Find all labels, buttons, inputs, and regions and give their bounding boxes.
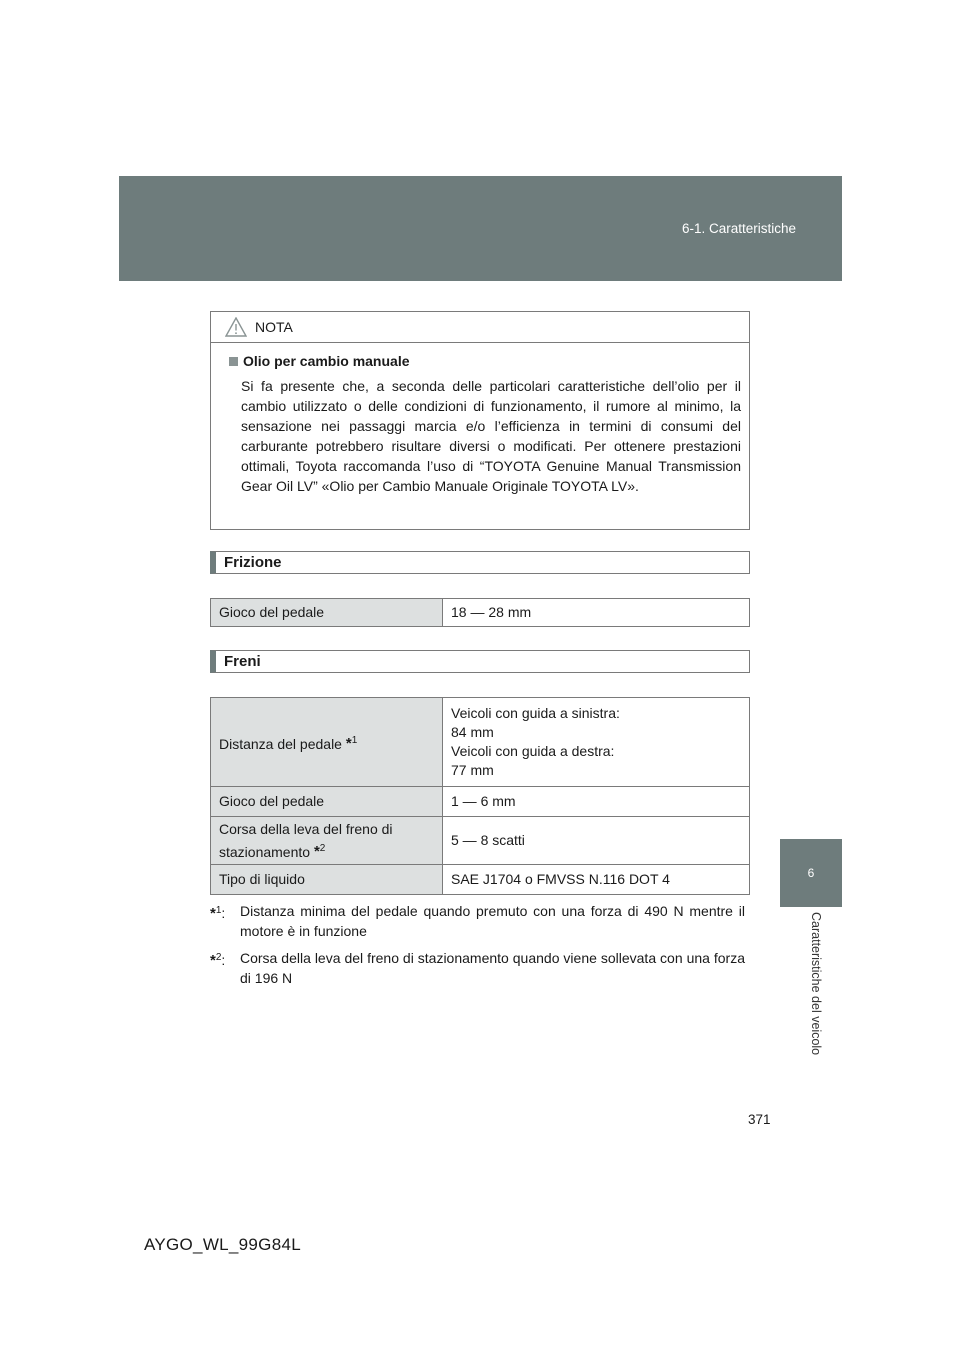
section-title-frizione: Frizione xyxy=(210,551,750,574)
table-cell-label: Gioco del pedale xyxy=(211,599,443,627)
footnote-mark xyxy=(210,901,225,924)
nota-title xyxy=(229,353,741,369)
table-cell-label xyxy=(211,817,443,865)
table-cell-value: 18 — 28 mm xyxy=(443,599,750,627)
warning-icon xyxy=(225,317,247,337)
nota-label: NOTA xyxy=(255,319,293,335)
table-cell-label xyxy=(211,698,443,787)
table-cell-label: Gioco del pedale xyxy=(211,787,443,817)
footnote-text: Distanza minima del pedale quando premuto con una forza di 490 N mentre il motore è in funzione xyxy=(240,903,745,939)
footnote xyxy=(210,948,745,988)
nota-box xyxy=(210,311,750,530)
chapter-number: 6 xyxy=(807,866,815,880)
frizione-table xyxy=(210,598,750,627)
chapter-title: Caratteristiche del veicolo xyxy=(809,912,823,1056)
freni-table xyxy=(210,697,750,895)
corsa-label-line: Corsa della leva del freno di xyxy=(219,820,393,837)
footnote-ref-number: 2 xyxy=(319,842,326,854)
footnote-star: * xyxy=(210,905,216,922)
page-number: 371 xyxy=(748,1112,771,1127)
header-band xyxy=(119,176,842,281)
document-code: AYGO_WL_99G84L xyxy=(144,1235,301,1254)
value-line: Veicoli con guida a sinistra: xyxy=(451,705,620,721)
table-cell-value: 5 — 8 scatti xyxy=(443,817,750,865)
table-row xyxy=(211,599,750,627)
footnote-ref-star: * xyxy=(345,734,352,752)
nota-body xyxy=(211,343,749,496)
corsa-label-text: stazionamento xyxy=(219,843,314,860)
footnote-sep: : xyxy=(221,952,226,968)
nota-header xyxy=(211,312,749,343)
value-line: 77 mm xyxy=(451,762,494,778)
footnote-number: 1 xyxy=(215,905,222,916)
table-cell-value: SAE J1704 o FMVSS N.116 DOT 4 xyxy=(443,865,750,895)
section-title-freni: Freni xyxy=(210,650,750,673)
value-line: 84 mm xyxy=(451,724,494,740)
square-bullet-icon xyxy=(229,357,238,366)
chapter-tab xyxy=(780,839,842,907)
nota-title-text: Olio per cambio manuale xyxy=(243,353,410,369)
table-row xyxy=(211,698,750,787)
footnote-star: * xyxy=(210,952,216,969)
table-cell-label: Tipo di liquido xyxy=(211,865,443,895)
distanza-label: Distanza del pedale xyxy=(219,735,346,752)
footnote xyxy=(210,901,745,941)
table-row xyxy=(211,865,750,895)
footnote-text: Corsa della leva del freno di stazionamento quando viene sollevata con una forza di 196 N xyxy=(240,950,745,986)
footnote-ref-star: * xyxy=(313,842,320,860)
table-row xyxy=(211,787,750,817)
nota-text: Si fa presente che, a seconda delle particolari caratteristiche dell’olio per il cambio utilizzato o delle condizioni di funzionamento, il rumore al minimo, la sensazione nei passaggi marcia e/o l’efficienza in termini di consumi del carburante potrebbero risultare diversi o modificati. Per ottenere prestazioni ottimali, Toyota raccomanda l’uso di “TOYOTA Genuine Manual Transmission Gear Oil LV” «Olio per Cambio Manuale Originale TOYOTA LV». xyxy=(241,378,741,494)
table-cell-value xyxy=(443,698,750,787)
footnote-mark xyxy=(210,948,225,971)
corsa-label-line-2 xyxy=(219,839,434,862)
footnote-ref xyxy=(346,735,357,752)
footnote-number: 2 xyxy=(215,952,222,963)
table-row xyxy=(211,817,750,865)
footnote-sep: : xyxy=(221,905,226,921)
section-heading: 6-1. Caratteristiche xyxy=(681,221,796,236)
table-cell-value: 1 — 6 mm xyxy=(443,787,750,817)
value-line: Veicoli con guida a destra: xyxy=(451,743,615,759)
footnote-ref xyxy=(314,843,325,860)
footnote-ref-number: 1 xyxy=(351,734,358,746)
